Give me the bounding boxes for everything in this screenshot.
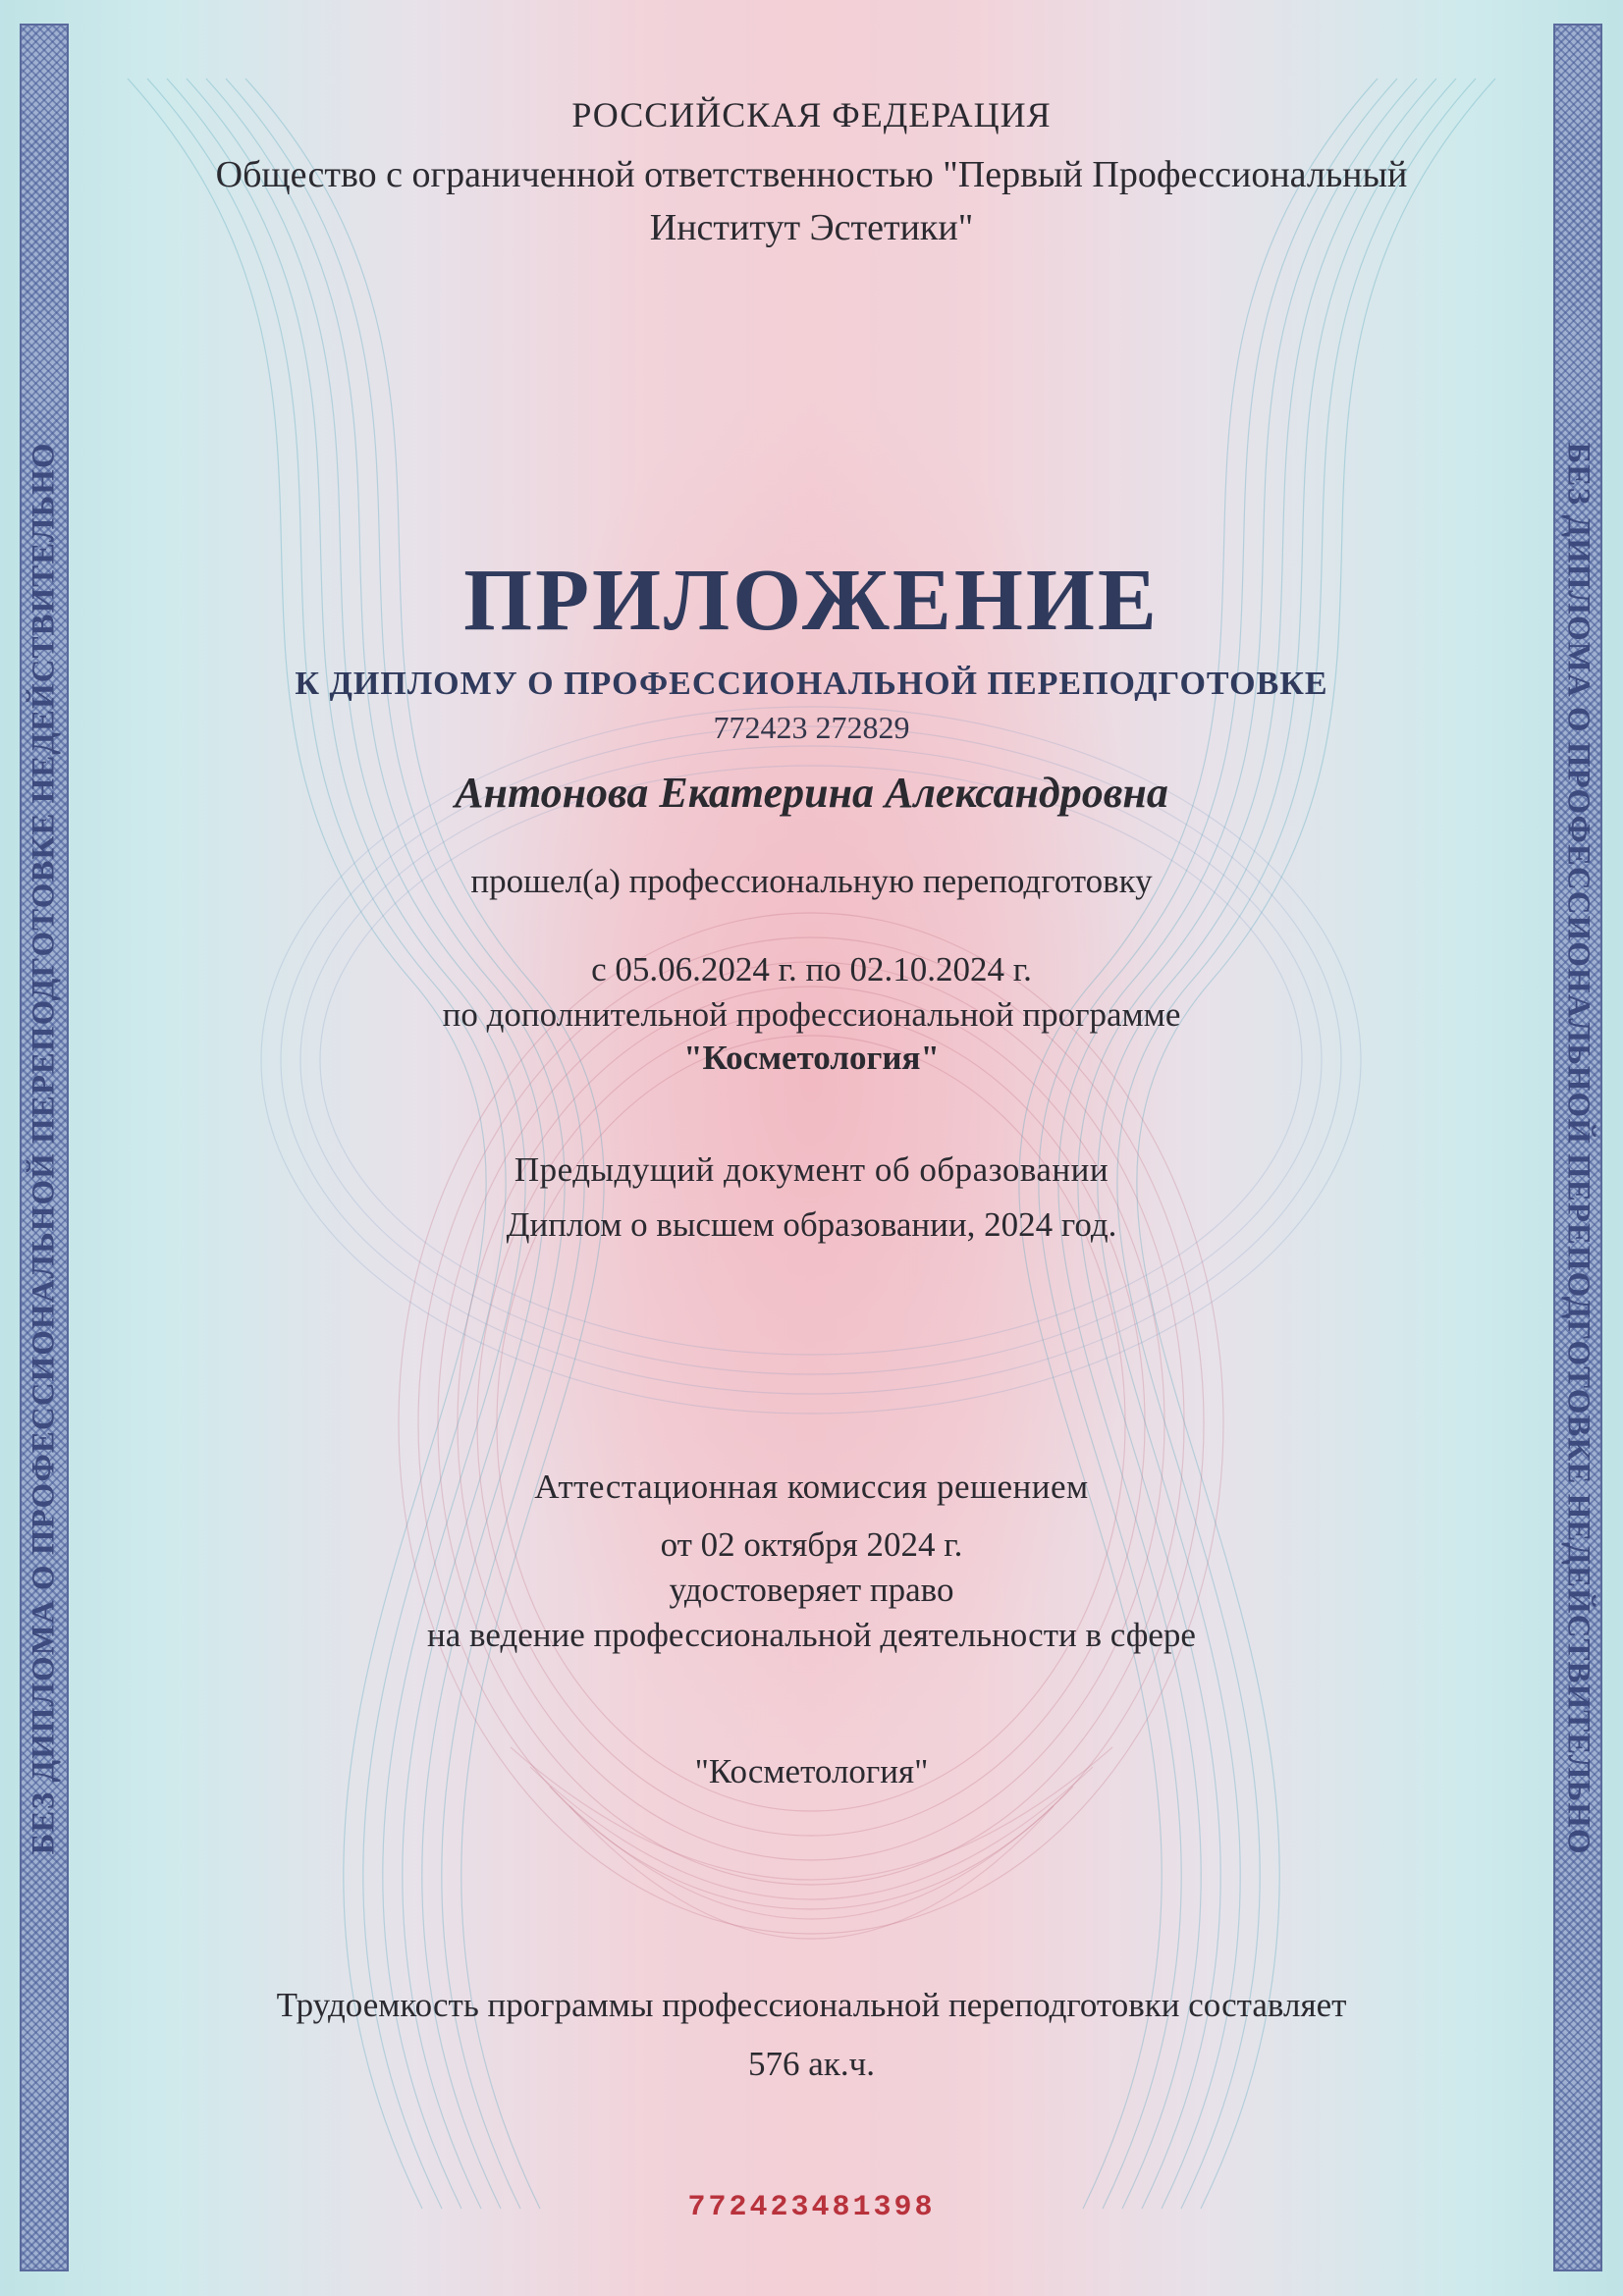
person-name: Антонова Екатерина Александровна	[455, 769, 1168, 817]
program-name: "Косметология"	[683, 1039, 940, 1077]
document-title: ПРИЛОЖЕНИЕ	[463, 552, 1160, 649]
activity-field: "Косметология"	[694, 1752, 929, 1790]
document-subtitle: К ДИПЛОМУ О ПРОФЕССИОНАЛЬНОЙ ПЕРЕПОДГОТОВКЕ	[295, 666, 1328, 702]
program-intro: по дополнительной профессиональной программе	[442, 995, 1181, 1034]
serial-number: 772423481398	[687, 2191, 936, 2224]
workload-label: Трудоемкость программы профессиональной переподготовки составляет	[276, 1986, 1347, 2024]
commission-text: Аттестационная комиссия решением	[534, 1468, 1089, 1506]
decision-date: от 02 октября 2024 г.	[660, 1525, 963, 1564]
certifies-text: удостоверяет право	[669, 1571, 954, 1609]
left-border-text: БЕЗ ДИПЛОМА О ПРОФЕССИОНАЛЬНОЙ ПЕРЕПОДГОТОВКЕ НЕДЕЙСТВИТЕЛЬНО	[26, 442, 62, 1855]
workload-value: 576 ак.ч.	[748, 2045, 875, 2083]
right-border-text: БЕЗ ДИПЛОМА О ПРОФЕССИОНАЛЬНОЙ ПЕРЕПОДГОТОВКЕ НЕДЕЙСТВИТЕЛЬНО	[1560, 442, 1596, 1855]
previous-document-label: Предыдущий документ об образовании	[514, 1150, 1109, 1189]
previous-document-value: Диплом о высшем образовании, 2024 год.	[506, 1205, 1117, 1244]
organization-name-line1: Общество с ограниченной ответственностью "Первый Профессиональный	[215, 154, 1408, 195]
diploma-number: 772423 272829	[713, 710, 910, 745]
country-heading: РОССИЙСКАЯ ФЕДЕРАЦИЯ	[571, 95, 1052, 134]
organization-name-line2: Институт Эстетики"	[649, 207, 974, 248]
activity-text: на ведение профессиональной деятельности в сфере	[427, 1616, 1196, 1654]
training-period: с 05.06.2024 г. по 02.10.2024 г.	[591, 950, 1032, 988]
completed-text: прошел(а) профессиональную переподготовку	[470, 862, 1153, 900]
